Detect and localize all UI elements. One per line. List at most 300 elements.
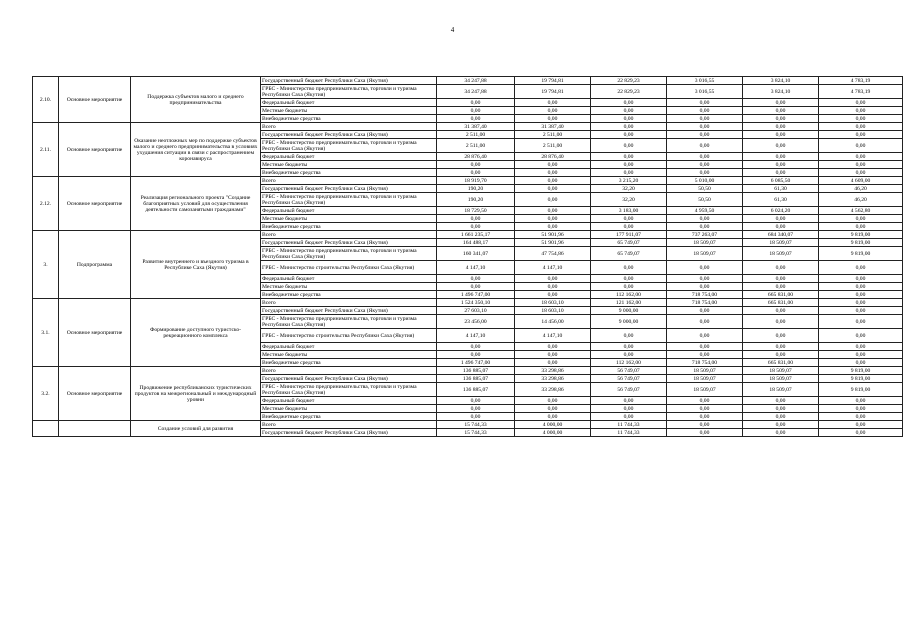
amount-cell: 0,00 bbox=[591, 215, 667, 223]
measure-name: Поддержка субъектов малого и среднего предпринимательства bbox=[131, 77, 261, 123]
amount-cell: 0,00 bbox=[819, 329, 903, 343]
amount-cell: 0,00 bbox=[515, 207, 591, 215]
amount-cell: 0,00 bbox=[515, 193, 591, 207]
amount-cell: 0,00 bbox=[591, 107, 667, 115]
amount-cell: 6 024,20 bbox=[743, 207, 819, 215]
amount-cell: 0,00 bbox=[819, 421, 903, 429]
amount-cell: 50,50 bbox=[667, 193, 743, 207]
amount-cell: 1 661 235,17 bbox=[437, 231, 515, 239]
amount-cell: 0,00 bbox=[743, 169, 819, 177]
amount-cell: 51 901,96 bbox=[515, 239, 591, 247]
amount-cell: 4 147,10 bbox=[515, 329, 591, 343]
amount-cell: 0,00 bbox=[819, 315, 903, 329]
funding-source: Местные бюджеты bbox=[261, 405, 437, 413]
amount-cell: 18 509,07 bbox=[667, 247, 743, 261]
row-number bbox=[33, 421, 59, 437]
funding-source: Федеральный бюджет bbox=[261, 343, 437, 351]
amount-cell: 0,00 bbox=[515, 99, 591, 107]
amount-cell: 0,00 bbox=[437, 115, 515, 123]
amount-cell: 0,00 bbox=[667, 161, 743, 169]
amount-cell: 56 749,07 bbox=[591, 383, 667, 397]
amount-cell: 0,00 bbox=[515, 405, 591, 413]
amount-cell: 121 162,00 bbox=[591, 299, 667, 307]
amount-cell: 18 603,10 bbox=[515, 307, 591, 315]
amount-cell: 0,00 bbox=[819, 397, 903, 405]
amount-cell: 15 744,33 bbox=[437, 429, 515, 437]
amount-cell: 0,00 bbox=[819, 413, 903, 421]
amount-cell: 56 749,07 bbox=[591, 375, 667, 383]
measure-name: Развитие внутреннего и въездного туризма в Республике Саха (Якутия) bbox=[131, 231, 261, 299]
amount-cell: 0,00 bbox=[819, 359, 903, 367]
amount-cell: 0,00 bbox=[667, 413, 743, 421]
amount-cell: 0,00 bbox=[819, 351, 903, 359]
amount-cell: 0,00 bbox=[743, 343, 819, 351]
amount-cell: 31 387,40 bbox=[437, 123, 515, 131]
table-row bbox=[33, 177, 903, 185]
funding-source: Местные бюджеты bbox=[261, 283, 437, 291]
amount-cell: 0,00 bbox=[819, 107, 903, 115]
amount-cell: 0,00 bbox=[667, 275, 743, 283]
funding-source: ГРБС - Министерство предпринимательства, торговли и туризма Республики Саха (Якутия) bbox=[261, 247, 437, 261]
amount-cell: 718 754,00 bbox=[667, 299, 743, 307]
amount-cell: 0,00 bbox=[437, 223, 515, 231]
amount-cell: 0,00 bbox=[437, 99, 515, 107]
amount-cell: 0,00 bbox=[667, 421, 743, 429]
amount-cell: 51 901,96 bbox=[515, 231, 591, 239]
amount-cell: 0,00 bbox=[667, 139, 743, 153]
measure-name: Продвижение республиканских туристических продуктов на межрегиональный и международный уровни bbox=[131, 367, 261, 421]
amount-cell: 11 744,33 bbox=[591, 421, 667, 429]
amount-cell: 0,00 bbox=[743, 261, 819, 275]
funding-source: Всего bbox=[261, 421, 437, 429]
row-number: 2.12. bbox=[33, 177, 59, 231]
table-row bbox=[33, 123, 903, 131]
funding-source: ГРБС - Министерство строительства Республики Саха (Якутия) bbox=[261, 261, 437, 275]
amount-cell: 0,00 bbox=[667, 115, 743, 123]
amount-cell: 0,00 bbox=[819, 215, 903, 223]
amount-cell: 190,20 bbox=[437, 193, 515, 207]
amount-cell: 0,00 bbox=[819, 261, 903, 275]
funding-source: Внебюджетные средства bbox=[261, 291, 437, 299]
funding-source: Федеральный бюджет bbox=[261, 275, 437, 283]
amount-cell: 2 511,00 bbox=[515, 139, 591, 153]
amount-cell: 2 511,00 bbox=[437, 131, 515, 139]
amount-cell: 0,00 bbox=[743, 123, 819, 131]
table-row bbox=[33, 231, 903, 239]
amount-cell: 0,00 bbox=[591, 351, 667, 359]
amount-cell: 2 511,00 bbox=[437, 139, 515, 153]
amount-cell: 3 016,55 bbox=[667, 85, 743, 99]
funding-source: Государственный бюджет Республики Саха (Якутия) bbox=[261, 185, 437, 193]
amount-cell: 50,50 bbox=[667, 185, 743, 193]
table-row bbox=[33, 299, 903, 307]
amount-cell: 0,00 bbox=[667, 169, 743, 177]
amount-cell: 0,00 bbox=[667, 261, 743, 275]
amount-cell: 0,00 bbox=[819, 275, 903, 283]
amount-cell: 0,00 bbox=[437, 351, 515, 359]
amount-cell: 18 509,07 bbox=[667, 367, 743, 375]
amount-cell: 9 819,00 bbox=[819, 383, 903, 397]
amount-cell: 18 509,07 bbox=[743, 375, 819, 383]
amount-cell: 4 959,50 bbox=[667, 207, 743, 215]
amount-cell: 4 562,80 bbox=[819, 207, 903, 215]
amount-cell: 46,20 bbox=[819, 193, 903, 207]
amount-cell: 0,00 bbox=[515, 359, 591, 367]
amount-cell: 0,00 bbox=[819, 223, 903, 231]
amount-cell: 0,00 bbox=[515, 343, 591, 351]
row-number: 2.11. bbox=[33, 123, 59, 177]
amount-cell: 0,00 bbox=[819, 139, 903, 153]
amount-cell: 0,00 bbox=[591, 99, 667, 107]
funding-source: ГРБС - Министерство предпринимательства, торговли и туризма Республики Саха (Якутия) bbox=[261, 315, 437, 329]
amount-cell: 0,00 bbox=[667, 307, 743, 315]
amount-cell: 0,00 bbox=[819, 169, 903, 177]
amount-cell: 15 744,33 bbox=[437, 421, 515, 429]
amount-cell: 0,00 bbox=[591, 223, 667, 231]
amount-cell: 0,00 bbox=[743, 283, 819, 291]
amount-cell: 18 509,07 bbox=[743, 383, 819, 397]
funding-source: Внебюджетные средства bbox=[261, 223, 437, 231]
amount-cell: 0,00 bbox=[819, 115, 903, 123]
amount-cell: 0,00 bbox=[667, 429, 743, 437]
funding-source: Государственный бюджет Республики Саха (Якутия) bbox=[261, 429, 437, 437]
amount-cell: 0,00 bbox=[437, 161, 515, 169]
amount-cell: 0,00 bbox=[743, 351, 819, 359]
amount-cell: 177 911,07 bbox=[591, 231, 667, 239]
funding-source: Федеральный бюджет bbox=[261, 153, 437, 161]
funding-source: Местные бюджеты bbox=[261, 107, 437, 115]
funding-source: Государственный бюджет Республики Саха (Якутия) bbox=[261, 307, 437, 315]
amount-cell: 190,20 bbox=[437, 185, 515, 193]
amount-cell: 33 298,86 bbox=[515, 367, 591, 375]
amount-cell: 33 298,86 bbox=[515, 383, 591, 397]
amount-cell: 0,00 bbox=[515, 161, 591, 169]
amount-cell: 0,00 bbox=[515, 397, 591, 405]
amount-cell: 0,00 bbox=[743, 397, 819, 405]
amount-cell: 0,00 bbox=[591, 329, 667, 343]
amount-cell: 14 456,00 bbox=[515, 315, 591, 329]
amount-cell: 0,00 bbox=[515, 291, 591, 299]
amount-cell: 0,00 bbox=[667, 99, 743, 107]
amount-cell: 65 749,07 bbox=[591, 239, 667, 247]
amount-cell: 9 819,00 bbox=[819, 239, 903, 247]
amount-cell: 0,00 bbox=[515, 283, 591, 291]
measure-type: Основное мероприятие bbox=[59, 123, 131, 177]
funding-source: Федеральный бюджет bbox=[261, 397, 437, 405]
amount-cell: 18 603,10 bbox=[515, 299, 591, 307]
amount-cell: 9 000,00 bbox=[591, 307, 667, 315]
amount-cell: 0,00 bbox=[743, 131, 819, 139]
amount-cell: 0,00 bbox=[667, 123, 743, 131]
amount-cell: 0,00 bbox=[819, 405, 903, 413]
amount-cell: 34 247,88 bbox=[437, 85, 515, 99]
amount-cell: 0,00 bbox=[667, 283, 743, 291]
measure-type: Основное мероприятие bbox=[59, 299, 131, 367]
amount-cell: 0,00 bbox=[515, 223, 591, 231]
amount-cell: 61,30 bbox=[743, 185, 819, 193]
funding-source: Всего bbox=[261, 177, 437, 185]
funding-source: Всего bbox=[261, 367, 437, 375]
amount-cell: 5 010,00 bbox=[667, 177, 743, 185]
amount-cell: 0,00 bbox=[515, 275, 591, 283]
amount-cell: 0,00 bbox=[591, 413, 667, 421]
amount-cell: 718 754,00 bbox=[667, 359, 743, 367]
amount-cell: 0,00 bbox=[437, 169, 515, 177]
amount-cell: 0,00 bbox=[743, 115, 819, 123]
measure-type: Основное мероприятие bbox=[59, 367, 131, 421]
amount-cell: 0,00 bbox=[743, 99, 819, 107]
amount-cell: 0,00 bbox=[819, 131, 903, 139]
amount-cell: 0,00 bbox=[743, 405, 819, 413]
amount-cell: 136 885,07 bbox=[437, 375, 515, 383]
funding-source: Всего bbox=[261, 123, 437, 131]
amount-cell: 9 819,00 bbox=[819, 231, 903, 239]
amount-cell: 11 744,33 bbox=[591, 429, 667, 437]
row-number: 2.10. bbox=[33, 77, 59, 123]
amount-cell: 0,00 bbox=[437, 405, 515, 413]
amount-cell: 19 794,81 bbox=[515, 77, 591, 85]
amount-cell: 1 496 747,00 bbox=[437, 291, 515, 299]
amount-cell: 4 609,00 bbox=[819, 177, 903, 185]
amount-cell: 0,00 bbox=[591, 153, 667, 161]
amount-cell: 18 919,70 bbox=[437, 177, 515, 185]
amount-cell: 0,00 bbox=[667, 153, 743, 161]
budget-table-body bbox=[33, 77, 903, 437]
amount-cell: 0,00 bbox=[743, 413, 819, 421]
amount-cell: 0,00 bbox=[591, 123, 667, 131]
measure-type: Подпрограмма bbox=[59, 231, 131, 299]
amount-cell: 31 387,40 bbox=[515, 123, 591, 131]
amount-cell: 0,00 bbox=[743, 161, 819, 169]
amount-cell: 3 824,10 bbox=[743, 85, 819, 99]
amount-cell: 18 509,07 bbox=[667, 239, 743, 247]
measure-name: Создание условий для развития bbox=[131, 421, 261, 437]
funding-source: Федеральный бюджет bbox=[261, 99, 437, 107]
amount-cell: 32,20 bbox=[591, 185, 667, 193]
table-row bbox=[33, 77, 903, 85]
funding-source: ГРБС - Министерство предпринимательства, торговли и туризма Республики Саха (Якутия) bbox=[261, 193, 437, 207]
funding-source: Всего bbox=[261, 231, 437, 239]
amount-cell: 18 509,07 bbox=[743, 239, 819, 247]
amount-cell: 136 885,07 bbox=[437, 367, 515, 375]
amount-cell: 0,00 bbox=[515, 215, 591, 223]
row-number: 3.2. bbox=[33, 367, 59, 421]
funding-source: Государственный бюджет Республики Саха (Якутия) bbox=[261, 239, 437, 247]
budget-table bbox=[32, 76, 903, 437]
amount-cell: 0,00 bbox=[743, 139, 819, 153]
amount-cell: 6 085,50 bbox=[743, 177, 819, 185]
amount-cell: 112 162,00 bbox=[591, 359, 667, 367]
amount-cell: 1 496 747,00 bbox=[437, 359, 515, 367]
amount-cell: 0,00 bbox=[591, 161, 667, 169]
amount-cell: 0,00 bbox=[591, 139, 667, 153]
amount-cell: 18 509,07 bbox=[743, 367, 819, 375]
amount-cell: 3 016,55 bbox=[667, 77, 743, 85]
amount-cell: 0,00 bbox=[591, 397, 667, 405]
amount-cell: 46,20 bbox=[819, 185, 903, 193]
amount-cell: 0,00 bbox=[667, 343, 743, 351]
row-number: 3. bbox=[33, 231, 59, 299]
amount-cell: 0,00 bbox=[667, 351, 743, 359]
amount-cell: 0,00 bbox=[591, 261, 667, 275]
amount-cell: 0,00 bbox=[743, 215, 819, 223]
page-number: 4 bbox=[450, 26, 455, 34]
amount-cell: 0,00 bbox=[819, 343, 903, 351]
funding-source: ГРБС - Министерство строительства Республики Саха (Якутия) bbox=[261, 329, 437, 343]
funding-source: Государственный бюджет Республики Саха (Якутия) bbox=[261, 77, 437, 85]
amount-cell: 4 000,00 bbox=[515, 429, 591, 437]
amount-cell: 47 754,86 bbox=[515, 247, 591, 261]
amount-cell: 4 147,10 bbox=[437, 329, 515, 343]
amount-cell: 0,00 bbox=[591, 169, 667, 177]
amount-cell: 56 749,07 bbox=[591, 367, 667, 375]
amount-cell: 19 794,81 bbox=[515, 85, 591, 99]
amount-cell: 3 215,20 bbox=[591, 177, 667, 185]
amount-cell: 0,00 bbox=[515, 177, 591, 185]
amount-cell: 0,00 bbox=[667, 223, 743, 231]
funding-source: Всего bbox=[261, 299, 437, 307]
amount-cell: 0,00 bbox=[743, 315, 819, 329]
amount-cell: 0,00 bbox=[819, 291, 903, 299]
amount-cell: 0,00 bbox=[591, 275, 667, 283]
amount-cell: 27 603,10 bbox=[437, 307, 515, 315]
amount-cell: 0,00 bbox=[667, 215, 743, 223]
amount-cell: 0,00 bbox=[667, 405, 743, 413]
amount-cell: 22 829,23 bbox=[591, 77, 667, 85]
amount-cell: 0,00 bbox=[515, 413, 591, 421]
amount-cell: 112 162,00 bbox=[591, 291, 667, 299]
amount-cell: 684 340,07 bbox=[743, 231, 819, 239]
amount-cell: 0,00 bbox=[591, 405, 667, 413]
measure-type: Основное мероприятие bbox=[59, 177, 131, 231]
amount-cell: 0,00 bbox=[591, 131, 667, 139]
amount-cell: 28 876,40 bbox=[515, 153, 591, 161]
measure-type bbox=[59, 421, 131, 437]
amount-cell: 3 824,10 bbox=[743, 77, 819, 85]
amount-cell: 0,00 bbox=[743, 307, 819, 315]
funding-source: Внебюджетные средства bbox=[261, 359, 437, 367]
amount-cell: 9 819,00 bbox=[819, 367, 903, 375]
amount-cell: 28 876,40 bbox=[437, 153, 515, 161]
amount-cell: 0,00 bbox=[667, 397, 743, 405]
amount-cell: 0,00 bbox=[819, 161, 903, 169]
amount-cell: 0,00 bbox=[437, 397, 515, 405]
funding-source: ГРБС - Министерство предпринимательства, торговли и туризма Республики Саха (Якутия) bbox=[261, 139, 437, 153]
amount-cell: 0,00 bbox=[515, 185, 591, 193]
amount-cell: 23 456,00 bbox=[437, 315, 515, 329]
amount-cell: 665 831,00 bbox=[743, 359, 819, 367]
amount-cell: 32,20 bbox=[591, 193, 667, 207]
amount-cell: 0,00 bbox=[819, 307, 903, 315]
amount-cell: 0,00 bbox=[591, 283, 667, 291]
amount-cell: 0,00 bbox=[743, 329, 819, 343]
measure-type: Основное мероприятие bbox=[59, 77, 131, 123]
amount-cell: 4 147,10 bbox=[515, 261, 591, 275]
amount-cell: 33 298,86 bbox=[515, 375, 591, 383]
amount-cell: 9 819,00 bbox=[819, 247, 903, 261]
amount-cell: 1 524 350,10 bbox=[437, 299, 515, 307]
funding-source: ГРБС - Министерство предпринимательства, торговли и туризма Республики Саха (Якутия) bbox=[261, 85, 437, 99]
funding-source: Местные бюджеты bbox=[261, 351, 437, 359]
amount-cell: 0,00 bbox=[437, 413, 515, 421]
amount-cell: 2 511,00 bbox=[515, 131, 591, 139]
funding-source: Внебюджетные средства bbox=[261, 413, 437, 421]
amount-cell: 9 819,00 bbox=[819, 375, 903, 383]
amount-cell: 0,00 bbox=[743, 153, 819, 161]
amount-cell: 0,00 bbox=[819, 153, 903, 161]
amount-cell: 18 509,07 bbox=[743, 247, 819, 261]
funding-source: Внебюджетные средства bbox=[261, 169, 437, 177]
amount-cell: 22 829,23 bbox=[591, 85, 667, 99]
amount-cell: 160 341,07 bbox=[437, 247, 515, 261]
amount-cell: 718 754,00 bbox=[667, 291, 743, 299]
funding-source: Местные бюджеты bbox=[261, 215, 437, 223]
measure-name: Формирование доступного туристско-рекреационного комплекса bbox=[131, 299, 261, 367]
amount-cell: 0,00 bbox=[591, 115, 667, 123]
amount-cell: 0,00 bbox=[515, 351, 591, 359]
amount-cell: 665 831,00 bbox=[743, 291, 819, 299]
amount-cell: 0,00 bbox=[819, 283, 903, 291]
amount-cell: 0,00 bbox=[743, 429, 819, 437]
amount-cell: 0,00 bbox=[819, 123, 903, 131]
amount-cell: 0,00 bbox=[743, 107, 819, 115]
amount-cell: 737 263,07 bbox=[667, 231, 743, 239]
amount-cell: 61,30 bbox=[743, 193, 819, 207]
amount-cell: 18 509,07 bbox=[667, 383, 743, 397]
amount-cell: 34 247,88 bbox=[437, 77, 515, 85]
funding-source: Государственный бюджет Республики Саха (Якутия) bbox=[261, 131, 437, 139]
amount-cell: 0,00 bbox=[667, 131, 743, 139]
funding-source: Местные бюджеты bbox=[261, 161, 437, 169]
amount-cell: 18 729,50 bbox=[437, 207, 515, 215]
row-number: 3.1. bbox=[33, 299, 59, 367]
amount-cell: 0,00 bbox=[743, 421, 819, 429]
amount-cell: 0,00 bbox=[437, 283, 515, 291]
amount-cell: 0,00 bbox=[437, 275, 515, 283]
amount-cell: 0,00 bbox=[667, 107, 743, 115]
amount-cell: 3 183,00 bbox=[591, 207, 667, 215]
amount-cell: 9 000,00 bbox=[591, 315, 667, 329]
amount-cell: 0,00 bbox=[591, 343, 667, 351]
amount-cell: 0,00 bbox=[515, 115, 591, 123]
amount-cell: 0,00 bbox=[819, 99, 903, 107]
amount-cell: 665 831,00 bbox=[743, 299, 819, 307]
amount-cell: 18 509,07 bbox=[667, 375, 743, 383]
measure-name: Реализация регионального проекта "Создание благоприятных условий для осуществления деятельности самозанятыми гражданами" bbox=[131, 177, 261, 231]
amount-cell: 0,00 bbox=[437, 215, 515, 223]
amount-cell: 4 147,10 bbox=[437, 261, 515, 275]
amount-cell: 0,00 bbox=[515, 169, 591, 177]
amount-cell: 4 000,00 bbox=[515, 421, 591, 429]
funding-source: ГРБС - Министерство предпринимательства, торговли и туризма Республики Саха (Якутия) bbox=[261, 383, 437, 397]
amount-cell: 0,00 bbox=[743, 223, 819, 231]
amount-cell: 0,00 bbox=[667, 329, 743, 343]
amount-cell: 0,00 bbox=[437, 107, 515, 115]
table-row bbox=[33, 367, 903, 375]
amount-cell: 65 749,07 bbox=[591, 247, 667, 261]
table-row bbox=[33, 421, 903, 429]
amount-cell: 136 885,07 bbox=[437, 383, 515, 397]
amount-cell: 0,00 bbox=[515, 107, 591, 115]
measure-name: Оказание неотложных мер по поддержке субъектов малого и среднего предпринимательства в условиях ухудшения ситуации в связи с распространением коронавируса bbox=[131, 123, 261, 177]
amount-cell: 0,00 bbox=[437, 343, 515, 351]
amount-cell: 4 783,19 bbox=[819, 77, 903, 85]
amount-cell: 164 488,17 bbox=[437, 239, 515, 247]
amount-cell: 0,00 bbox=[819, 429, 903, 437]
amount-cell: 0,00 bbox=[667, 315, 743, 329]
funding-source: Внебюджетные средства bbox=[261, 115, 437, 123]
funding-source: Федеральный бюджет bbox=[261, 207, 437, 215]
